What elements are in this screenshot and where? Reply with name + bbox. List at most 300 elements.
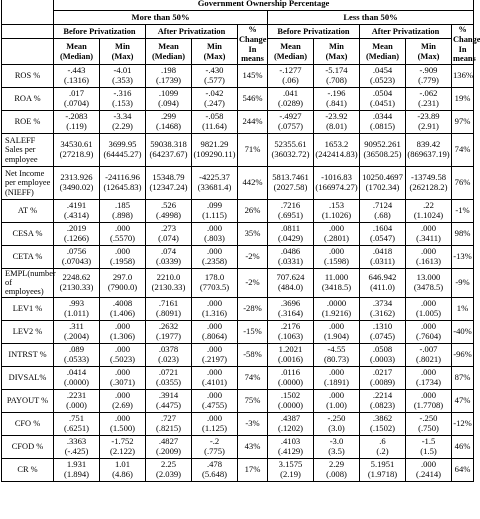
value-cell — [314, 435, 360, 458]
value-cell — [406, 111, 452, 134]
primary-value: 97% — [454, 116, 471, 127]
secondary-value: (.0704) — [63, 98, 90, 108]
table-row — [2, 134, 474, 167]
secondary-value: (.0003) — [369, 353, 396, 364]
value-cell — [360, 458, 406, 481]
secondary-value: (.353) — [112, 75, 133, 85]
value-cell — [360, 366, 406, 389]
value-cell — [268, 458, 314, 481]
value-cell — [406, 134, 452, 167]
change-cell — [452, 167, 474, 200]
secondary-value: (8.01) — [326, 121, 347, 131]
primary-value: .4827 — [158, 436, 179, 447]
primary-value: -.250 — [327, 413, 346, 424]
secondary-value: (.0289) — [277, 98, 304, 108]
primary-value: .000 — [206, 298, 223, 309]
primary-value: 13.000 — [416, 272, 441, 283]
value-cell — [54, 343, 100, 366]
primary-value: -4.55 — [327, 344, 346, 355]
secondary-value: (.0339) — [155, 256, 182, 266]
primary-value: -13749.58 — [410, 172, 447, 183]
change-cell — [452, 269, 474, 298]
primary-value: .2214 — [372, 390, 393, 401]
primary-value: .000 — [206, 344, 223, 355]
primary-value: -.007 — [419, 344, 438, 355]
table-row — [2, 320, 474, 343]
row-label: ROA % — [2, 88, 54, 111]
value-cell — [360, 297, 406, 320]
value-cell — [100, 343, 146, 366]
value-cell — [268, 412, 314, 435]
period-header-before: Before Privatization — [268, 25, 360, 39]
primary-value: .3696 — [280, 298, 301, 309]
change-cell — [238, 366, 268, 389]
primary-value: 75% — [244, 394, 261, 405]
value-cell — [360, 134, 406, 167]
primary-value: .0378 — [158, 344, 179, 355]
secondary-value: (-.425) — [64, 445, 89, 456]
secondary-value: (.3162) — [369, 307, 396, 318]
primary-value: .4191 — [66, 200, 87, 211]
value-cell — [314, 200, 360, 223]
secondary-value: (.0757) — [277, 121, 304, 131]
value-cell — [100, 320, 146, 343]
value-cell — [360, 320, 406, 343]
primary-value: .000 — [114, 367, 131, 378]
primary-value: -2% — [245, 277, 260, 287]
value-cell — [268, 65, 314, 88]
secondary-value: (.2009) — [155, 445, 182, 456]
secondary-value: (80.73) — [323, 353, 350, 364]
value-cell — [268, 223, 314, 246]
primary-value: -.042 — [205, 88, 224, 99]
value-cell — [54, 246, 100, 269]
primary-value: -.443 — [67, 65, 86, 76]
value-cell — [268, 134, 314, 167]
primary-value: .0217 — [372, 367, 393, 378]
secondary-value: (1.9718) — [367, 468, 398, 479]
secondary-value: (.7604) — [415, 330, 442, 341]
secondary-value: (.1734) — [415, 376, 442, 387]
secondary-value: (3.0) — [328, 422, 345, 433]
secondary-value: (.06) — [282, 75, 299, 85]
value-cell — [314, 167, 360, 200]
value-cell — [268, 167, 314, 200]
secondary-value: (.2414) — [415, 468, 442, 479]
table-row — [2, 435, 474, 458]
value-cell — [360, 223, 406, 246]
secondary-value: (.0523) — [369, 75, 396, 85]
primary-value: .000 — [328, 321, 345, 332]
primary-value: 26% — [244, 205, 261, 216]
value-cell — [146, 269, 192, 298]
secondary-value: (.0815) — [369, 121, 396, 131]
secondary-value: (.1739) — [155, 75, 182, 85]
primary-value: 1.2021 — [278, 344, 303, 355]
value-cell — [360, 412, 406, 435]
primary-value: -40% — [453, 325, 472, 336]
secondary-value: (2.91) — [418, 121, 439, 131]
primary-value: -3% — [245, 417, 260, 428]
ownership-table — [1, 0, 480, 482]
primary-value: -.2 — [209, 436, 220, 447]
primary-value: .000 — [420, 223, 437, 234]
primary-value: -.430 — [205, 65, 224, 76]
value-cell — [192, 366, 238, 389]
primary-value: -.058 — [205, 111, 224, 122]
secondary-value: (1.7708) — [413, 399, 444, 410]
primary-value: .0418 — [372, 246, 393, 257]
primary-value: .2632 — [158, 321, 179, 332]
primary-value: -.316 — [113, 88, 132, 99]
primary-value: 145% — [242, 70, 263, 81]
group-header-more: More than 50% — [54, 11, 268, 25]
change-cell — [238, 134, 268, 167]
secondary-value: (.0000) — [277, 376, 304, 387]
primary-value: 10250.4697 — [362, 172, 403, 183]
primary-value: .7161 — [158, 298, 179, 309]
secondary-value: (2.122) — [109, 445, 136, 456]
value-cell — [146, 412, 192, 435]
primary-value: -15% — [243, 325, 262, 336]
value-cell — [192, 458, 238, 481]
change-cell — [452, 88, 474, 111]
secondary-value: (.0745) — [369, 330, 396, 341]
primary-value: -2% — [245, 251, 260, 262]
primary-value: -24116.96 — [105, 172, 140, 183]
secondary-value: (.0451) — [369, 98, 396, 108]
primary-value: .089 — [68, 344, 85, 355]
change-cell — [452, 297, 474, 320]
primary-value: 839.42 — [416, 139, 441, 150]
secondary-value: (1.306) — [109, 330, 136, 341]
value-cell — [268, 200, 314, 223]
value-cell — [146, 458, 192, 481]
value-cell — [314, 269, 360, 298]
value-cell — [192, 246, 238, 269]
value-cell — [54, 223, 100, 246]
value-cell — [406, 458, 452, 481]
secondary-value: (1.894) — [63, 468, 90, 479]
secondary-value: (.07043) — [61, 256, 92, 266]
primary-value: 9821.29 — [200, 139, 229, 150]
secondary-value: (.4314) — [63, 210, 90, 220]
change-header: % Change In means — [453, 25, 480, 64]
change-cell — [238, 200, 268, 223]
primary-value: .727 — [160, 413, 177, 424]
change-cell — [238, 246, 268, 269]
secondary-value: (.1958) — [109, 256, 136, 266]
primary-value: 98% — [454, 228, 471, 239]
table-row — [2, 389, 474, 412]
secondary-value: (1.5) — [420, 445, 437, 456]
value-cell — [192, 88, 238, 111]
value-cell — [406, 167, 452, 200]
secondary-value: (64445.27) — [103, 149, 142, 159]
primary-value: -58% — [243, 348, 262, 359]
value-cell — [100, 366, 146, 389]
change-cell — [452, 412, 474, 435]
secondary-value: (27218.9) — [59, 149, 94, 159]
secondary-value: (11.64) — [202, 121, 227, 131]
row-label: CESA % — [2, 223, 54, 246]
primary-value: .0504 — [372, 88, 393, 99]
change-cell — [452, 458, 474, 481]
value-cell — [54, 200, 100, 223]
value-cell — [314, 134, 360, 167]
value-cell — [146, 389, 192, 412]
secondary-value: (.094) — [158, 98, 179, 108]
value-cell — [406, 343, 452, 366]
row-label: AT % — [2, 200, 54, 223]
primary-value: 2313.926 — [60, 172, 93, 183]
secondary-value: (.000) — [66, 399, 87, 410]
row-label: LEV2 % — [2, 320, 54, 343]
value-cell — [54, 88, 100, 111]
secondary-value: (.0331) — [277, 256, 304, 266]
secondary-value: (.8091) — [155, 307, 182, 318]
secondary-value: (.4998) — [155, 210, 182, 220]
value-cell — [54, 458, 100, 481]
primary-value: -12% — [453, 417, 472, 428]
secondary-value: (869637.19) — [407, 149, 450, 159]
change-cell — [238, 223, 268, 246]
primary-value: 136% — [453, 70, 474, 81]
primary-value: 5813.7461 — [272, 172, 309, 183]
secondary-value: (.6251) — [63, 422, 90, 433]
document-page — [1, 0, 480, 482]
primary-value: .000 — [206, 321, 223, 332]
value-cell — [146, 88, 192, 111]
secondary-value: (.4475) — [155, 399, 182, 410]
value-cell — [314, 343, 360, 366]
primary-value: .000 — [114, 344, 131, 355]
value-cell — [406, 389, 452, 412]
table-row — [2, 297, 474, 320]
primary-value: .000 — [420, 246, 437, 257]
primary-value: .198 — [160, 65, 177, 76]
secondary-value: (.0089) — [369, 376, 396, 387]
primary-value: .0756 — [66, 246, 87, 257]
value-cell — [100, 65, 146, 88]
secondary-value: (.0823) — [369, 399, 396, 410]
primary-value: .0721 — [158, 367, 179, 378]
value-cell — [54, 435, 100, 458]
secondary-value: (1.9216) — [321, 307, 352, 318]
primary-value: .000 — [328, 246, 345, 257]
primary-value: -.250 — [419, 413, 438, 424]
value-cell — [146, 111, 192, 134]
primary-value: 3.1575 — [278, 459, 303, 470]
value-cell — [314, 320, 360, 343]
value-cell — [360, 389, 406, 412]
value-cell — [146, 246, 192, 269]
secondary-value: (.4755) — [201, 399, 228, 410]
primary-value: .1604 — [372, 223, 393, 234]
value-cell — [146, 65, 192, 88]
secondary-value: (1.011) — [64, 307, 89, 318]
secondary-value: (.4101) — [201, 376, 228, 387]
primary-value: .4008 — [112, 298, 133, 309]
primary-value: -.196 — [327, 88, 346, 99]
value-cell — [406, 88, 452, 111]
secondary-value: (.750) — [418, 422, 439, 433]
secondary-value: (2.29) — [112, 121, 133, 131]
change-cell — [452, 134, 474, 167]
secondary-value: (3478.5) — [413, 281, 444, 292]
primary-value: 74% — [454, 144, 471, 155]
secondary-value: (.1468) — [155, 121, 182, 131]
primary-value: .2176 — [280, 321, 301, 332]
min-header: Min (Max) — [406, 39, 452, 65]
secondary-value: (166974.27) — [315, 182, 358, 192]
primary-value: .000 — [420, 390, 437, 401]
secondary-value: (.1316) — [63, 75, 90, 85]
secondary-value: (.0000) — [63, 376, 90, 387]
primary-value: -.062 — [419, 88, 438, 99]
value-cell — [146, 320, 192, 343]
primary-value: 15348.79 — [152, 172, 185, 183]
primary-value: 442% — [242, 177, 263, 188]
primary-value: .3862 — [372, 413, 393, 424]
primary-value: .273 — [160, 223, 177, 234]
change-cell — [238, 65, 268, 88]
value-cell — [314, 297, 360, 320]
primary-value: 707.624 — [276, 272, 305, 283]
primary-value: .0000 — [326, 298, 347, 309]
secondary-value: (1.1026) — [321, 210, 352, 220]
group-header-less: Less than 50% — [268, 11, 474, 25]
primary-value: .526 — [160, 200, 177, 211]
secondary-value: (2.039) — [155, 468, 182, 479]
secondary-value: (.775) — [204, 445, 225, 456]
value-cell — [192, 343, 238, 366]
value-cell — [314, 65, 360, 88]
primary-value: -23.92 — [325, 111, 348, 122]
primary-value: 87% — [454, 371, 471, 382]
primary-value: 47% — [454, 394, 471, 405]
table-row — [2, 167, 474, 200]
value-cell — [314, 111, 360, 134]
value-cell — [360, 200, 406, 223]
value-cell — [360, 435, 406, 458]
primary-value: .0508 — [372, 344, 393, 355]
primary-value: 76% — [454, 177, 471, 188]
primary-value: -1% — [455, 205, 470, 216]
secondary-value: (.5570) — [109, 233, 136, 243]
primary-value: 35% — [244, 228, 261, 239]
value-cell — [192, 223, 238, 246]
value-cell — [100, 88, 146, 111]
secondary-value: (.0016) — [277, 353, 304, 364]
value-cell — [146, 297, 192, 320]
primary-value: .000 — [114, 390, 131, 401]
change-cell — [452, 223, 474, 246]
change-header: % Change In means — [239, 25, 267, 64]
value-cell — [268, 88, 314, 111]
secondary-value: (.0000) — [277, 399, 304, 410]
value-cell — [268, 297, 314, 320]
primary-value: .2019 — [66, 223, 87, 234]
value-cell — [100, 389, 146, 412]
primary-value: 2.29 — [328, 459, 345, 470]
table-title: Government Ownership Percentage — [54, 0, 474, 11]
change-cell — [238, 343, 268, 366]
table-row — [2, 223, 474, 246]
period-header-after: After Privatization — [146, 25, 238, 39]
value-cell — [100, 435, 146, 458]
primary-value: .299 — [160, 111, 177, 122]
table-row — [2, 343, 474, 366]
value-cell — [192, 389, 238, 412]
mean-header: Mean (Median) — [54, 39, 100, 65]
row-label: CETA % — [2, 246, 54, 269]
value-cell — [192, 111, 238, 134]
value-cell — [406, 223, 452, 246]
table-row — [2, 246, 474, 269]
secondary-value: (.1977) — [155, 330, 182, 341]
secondary-value: (.3411) — [416, 233, 441, 243]
value-cell — [100, 111, 146, 134]
primary-value: -3.34 — [113, 111, 132, 122]
row-label: SALEFF Sales per employee — [2, 134, 54, 167]
secondary-value: (7900.0) — [107, 281, 138, 292]
row-label: EMPL(number of employees) — [2, 269, 54, 298]
secondary-value: (1.316) — [201, 307, 228, 318]
primary-value: -1016.83 — [321, 172, 352, 183]
primary-value: -5.174 — [325, 65, 348, 76]
table-row — [2, 366, 474, 389]
primary-value: -.2083 — [65, 111, 88, 122]
change-cell — [452, 343, 474, 366]
primary-value: .1099 — [158, 88, 179, 99]
secondary-value: (.6951) — [277, 210, 304, 220]
primary-value: 43% — [244, 440, 261, 451]
primary-value: 546% — [242, 93, 263, 104]
value-cell — [100, 269, 146, 298]
primary-value: 1653.2 — [324, 139, 349, 150]
change-cell — [238, 88, 268, 111]
change-cell — [238, 111, 268, 134]
primary-value: .3363 — [66, 436, 87, 447]
blank-label-header — [2, 25, 54, 39]
secondary-value: (.2358) — [201, 256, 228, 266]
value-cell — [192, 435, 238, 458]
primary-value: 244% — [242, 116, 263, 127]
primary-value: .311 — [69, 321, 84, 332]
primary-value: 17% — [244, 463, 261, 474]
primary-value: 5.1951 — [370, 459, 395, 470]
secondary-value: (.2801) — [323, 233, 350, 243]
primary-value: -4225.37 — [199, 172, 230, 183]
secondary-value: (109290.11) — [193, 149, 236, 159]
primary-value: -96% — [453, 348, 472, 359]
secondary-value: (2.69) — [112, 399, 133, 410]
primary-value: .000 — [114, 321, 131, 332]
secondary-value: (1.500) — [109, 422, 136, 433]
row-label: Net Income per employee (NIEFF) — [2, 167, 54, 200]
primary-value: .0414 — [66, 367, 87, 378]
value-cell — [54, 320, 100, 343]
value-cell — [268, 435, 314, 458]
primary-value: .2231 — [66, 390, 87, 401]
secondary-value: (.708) — [326, 75, 347, 85]
secondary-value: (1.115) — [202, 210, 227, 220]
change-cell — [452, 111, 474, 134]
value-cell — [100, 167, 146, 200]
secondary-value: (.153) — [112, 98, 133, 108]
value-cell — [192, 297, 238, 320]
